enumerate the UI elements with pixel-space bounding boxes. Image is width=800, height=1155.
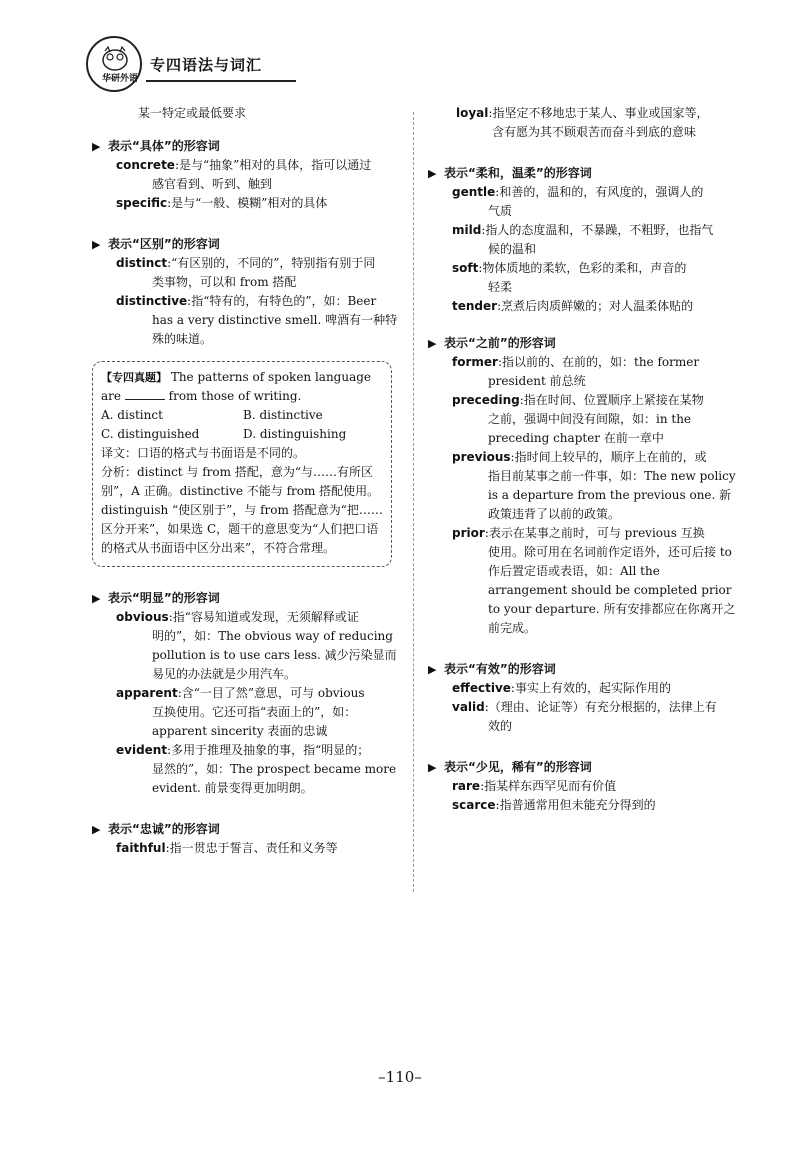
- entry-preceding: preceding:指在时间、位置顺序上紧接在某物 之前，强调中间没有间隙，如：in the preceding chapter 在前一章中: [452, 393, 704, 445]
- triangle-bullet-icon: ▶: [92, 140, 101, 153]
- section-heading: ▶ 表示“区别”的形容词: [92, 235, 404, 254]
- page-number: –110–: [378, 1068, 422, 1086]
- entry-mild: mild:指人的态度温和，不暴躁，不粗野，也指气 候的温和: [452, 223, 714, 256]
- triangle-bullet-icon: ▶: [92, 592, 101, 605]
- triangle-bullet-icon: ▶: [428, 167, 437, 180]
- left-column: [92, 104, 404, 858]
- entry-prior: prior:表示在某事之前时，可与 previous 互换 使用。除可用在名词前作定语外，还可后接 to 作后置定语或表语，如：All the arrangement should be completed prior to your departure. 所有安排都应在你离开之前完成。: [452, 526, 736, 635]
- entry-evident: evident:多用于推理及抽象的事，指“明显的； 显然的”，如：The prospect became more evident. 前景变得更加明朗。: [116, 743, 397, 795]
- option-a: A. distinct: [101, 408, 163, 422]
- exam-question-box: 【专四真题】 The patterns of spoken language are from those of writing. A. distinct B. distinctive C. distinguished D. distinguishing 译文：口语的格式与书面语是不同的。 分析：distinct 与 from 搭配，意为“与……有所区别”，A 正确。distinctive 不能与 from 搭配使用。distinguish “使区别于”，与 from 搭配意为“把……区分开来”，如果选 C，题干的意思变为“人们把口语的格式从书面语中区分出来”，不符合常理。: [92, 361, 392, 567]
- entry-previous: previous:指时间上较早的，顺序上在前的，或 指目前某事之前一件事，如：The new policy is a departure from the previous one. 新政策违背了以前的政策。: [452, 450, 736, 521]
- right-column: [428, 104, 738, 815]
- entry-tender: tender:烹煮后肉质鲜嫩的；对人温柔体贴的: [452, 299, 694, 313]
- section-heading: ▶ 表示“忠诚”的形容词: [92, 820, 404, 839]
- entry-effective: effective:事实上有效的，起实际作用的: [452, 681, 671, 695]
- section-heading: ▶ 表示“少见，稀有”的形容词: [428, 758, 738, 777]
- option-c: C. distinguished: [101, 427, 200, 441]
- answer-blank: [125, 387, 165, 400]
- exam-tag: 【专四真题】: [101, 371, 167, 384]
- section-heading: ▶ 表示“明显”的形容词: [92, 589, 404, 608]
- section-heading: ▶ 表示“有效”的形容词: [428, 660, 738, 679]
- entry-apparent: apparent:含“一目了然”意思，可与 obvious 互换使用。它还可指“表面上的”，如：apparent sincerity 表面的忠诚: [116, 686, 365, 738]
- translation: 译文：口语的格式与书面语是不同的。: [101, 446, 306, 460]
- entry-soft: soft:物体质地的柔软，色彩的柔和，声音的 轻柔: [452, 261, 687, 294]
- section-heading: ▶ 表示“具体”的形容词: [92, 137, 404, 156]
- triangle-bullet-icon: ▶: [92, 238, 101, 251]
- intro-line: 某一特定或最低要求: [138, 106, 247, 120]
- triangle-bullet-icon: ▶: [428, 663, 437, 676]
- column-divider: [413, 112, 414, 892]
- owl-icon: [97, 44, 133, 72]
- logo-text: 华研外语: [101, 74, 138, 84]
- logo: [86, 36, 142, 92]
- analysis: 分析：distinct 与 from 搭配，意为“与……有所区别”，A 正确。distinctive 不能与 from 搭配使用。distinguish “使区别于”，与 from 搭配意为“把……区分开来”，如果选 C，题干的意思变为“人们把口语的格式从书面语中区分出来”，不符合常理。: [101, 465, 383, 555]
- entry-scarce: scarce:指普通常用但未能充分得到的: [452, 798, 656, 812]
- page-header: [82, 36, 302, 96]
- header-title: 专四语法与词汇: [150, 56, 263, 74]
- entry-gentle: gentle:和善的，温和的，有风度的，强调人的 气质: [452, 185, 704, 218]
- entry-specific: specific:是与“一般、模糊”相对的具体: [116, 196, 328, 210]
- section-heading: ▶ 表示“之前”的形容词: [428, 334, 738, 353]
- entry-distinctive: distinctive:指“特有的，有特色的”，如：Beer has a very distinctive smell. 啤酒有一种特殊的味道。: [116, 294, 398, 346]
- entry-loyal: loyal:指坚定不移地忠于某人、事业或国家等， 含有愿为其不顾艰苦而奋斗到底的意味: [456, 106, 709, 139]
- entry-valid: valid:（理由、论证等）有充分根据的，法律上有 效的: [452, 700, 717, 733]
- answer-options: [101, 406, 385, 444]
- entry-former: former:指以前的、在前的，如：the former president 前总统: [452, 355, 700, 388]
- triangle-bullet-icon: ▶: [428, 337, 437, 350]
- entry-obvious: obvious:指“容易知道或发现，无须解释或证 明的”，如：The obvious way of reducing pollution is to use cars less. 减少污染显而易见的办法就是少用汽车。: [116, 610, 397, 681]
- entry-faithful: faithful:指一贯忠于誓言、责任和义务等: [116, 841, 338, 855]
- option-d: D. distinguishing: [243, 427, 347, 441]
- option-b: B. distinctive: [243, 408, 323, 422]
- triangle-bullet-icon: ▶: [92, 823, 101, 836]
- section-heading: ▶ 表示“柔和，温柔”的形容词: [428, 164, 738, 183]
- entry-rare: rare:指某样东西罕见而有价值: [452, 779, 617, 793]
- header-underline: [146, 80, 296, 82]
- entry-concrete: concrete:是与“抽象”相对的具体，指可以通过 感官看到、听到、触到: [116, 158, 372, 191]
- triangle-bullet-icon: ▶: [428, 761, 437, 774]
- entry-distinct: distinct:“有区别的，不同的”，特别指有别于同 类事物，可以和 from 搭配: [116, 256, 376, 289]
